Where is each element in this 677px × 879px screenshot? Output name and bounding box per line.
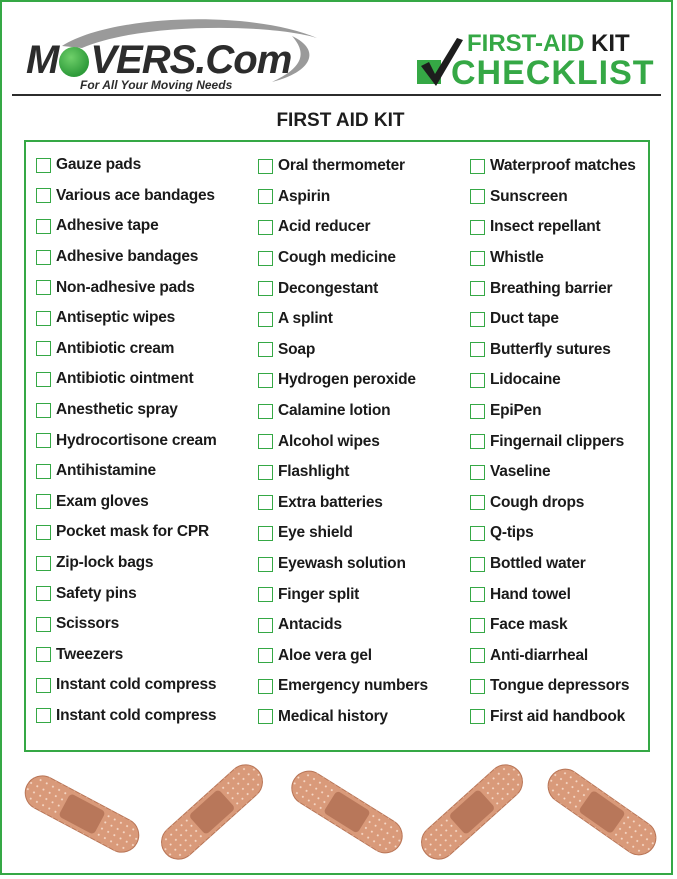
checklist-item-label: Antiseptic wipes [56, 309, 176, 327]
checklist-item[interactable] [36, 181, 217, 212]
checklist-title [417, 26, 657, 92]
checkbox-icon[interactable] [258, 189, 273, 204]
logo-domain: .Com [195, 38, 292, 82]
checklist-item-label: Soap [278, 340, 316, 358]
checklist-item[interactable] [470, 518, 636, 549]
checkbox-icon[interactable] [470, 465, 485, 480]
checklist-item-label: Antacids [278, 616, 342, 634]
checklist-item[interactable] [258, 243, 428, 274]
checklist-item[interactable] [258, 304, 428, 335]
checklist-item[interactable] [258, 549, 428, 580]
checklist-item-label: Instant cold compress [56, 706, 217, 724]
checkbox-icon[interactable] [258, 159, 273, 174]
bandage-icon [541, 763, 662, 862]
checklist-item[interactable] [36, 334, 217, 365]
checklist-item-label: Alcohol wipes [278, 432, 380, 450]
checklist-item[interactable] [258, 335, 428, 366]
checklist-item[interactable] [470, 182, 636, 213]
checkbox-icon[interactable] [36, 403, 51, 418]
checklist-item-label: Lidocaine [490, 371, 561, 389]
checklist-item-label: Medical history [278, 707, 388, 725]
logo-letters: VERS [90, 38, 196, 82]
checkbox-icon[interactable] [470, 220, 485, 235]
checklist-item-label: Non-adhesive pads [56, 278, 195, 296]
checklist-item-label: Emergency numbers [278, 677, 428, 695]
checklist-item-label: Calamine lotion [278, 402, 391, 420]
checklist-item-label: Tongue depressors [490, 677, 630, 695]
checkbox-icon[interactable] [470, 159, 485, 174]
checklist-item[interactable] [470, 426, 636, 457]
checklist-item[interactable] [470, 243, 636, 274]
checklist-item[interactable] [470, 702, 636, 733]
checkbox-icon[interactable] [36, 464, 51, 479]
checkbox-icon[interactable] [36, 433, 51, 448]
checklist-item-label: Hand towel [490, 585, 571, 603]
checkbox-icon[interactable] [258, 465, 273, 480]
checkbox-icon[interactable] [36, 678, 51, 693]
checklist-item-label: Breathing barrier [490, 279, 613, 297]
checklist-item-label: Safety pins [56, 584, 137, 602]
checkbox-icon[interactable] [258, 495, 273, 510]
checkbox-icon[interactable] [470, 189, 485, 204]
checkbox-icon[interactable] [36, 556, 51, 571]
checkbox-icon[interactable] [470, 526, 485, 541]
checklist-item-label: Scissors [56, 615, 120, 633]
title-first-aid: FIRST-AID [467, 30, 585, 57]
checklist-item-label: Insect repellant [490, 218, 601, 236]
checklist-item[interactable] [258, 365, 428, 396]
bandage-icon [415, 758, 530, 866]
checklist-item[interactable] [36, 456, 217, 487]
checkbox-icon[interactable] [36, 250, 51, 265]
checkbox-icon[interactable] [258, 709, 273, 724]
checklist-item-label: Zip-lock bags [56, 554, 154, 572]
checklist-item[interactable] [258, 518, 428, 549]
checkbox-icon[interactable] [470, 495, 485, 510]
checklist-item[interactable] [258, 457, 428, 488]
checkbox-icon[interactable] [36, 586, 51, 601]
checklist-item-label: A splint [278, 310, 333, 328]
checklist-item[interactable] [470, 488, 636, 519]
checkbox-icon[interactable] [470, 373, 485, 388]
checklist-item[interactable] [258, 579, 428, 610]
checkbox-icon[interactable] [258, 281, 273, 296]
checkbox-icon[interactable] [470, 679, 485, 694]
checkbox-icon[interactable] [36, 311, 51, 326]
checklist-item-label: Tweezers [56, 645, 124, 663]
bandage-icon [155, 758, 270, 866]
checklist-item[interactable] [36, 272, 217, 303]
bandage-icon [285, 765, 408, 860]
checkbox-icon[interactable] [258, 312, 273, 327]
bandages-illustration [12, 754, 662, 872]
checklist-item-label: Gauze pads [56, 156, 141, 174]
checklist-item[interactable] [258, 702, 428, 733]
checkbox-icon[interactable] [36, 280, 51, 295]
checkbox-icon[interactable] [258, 648, 273, 663]
checklist-item[interactable] [470, 457, 636, 488]
checklist-item-label: Antibiotic ointment [56, 370, 194, 388]
checklist-item[interactable] [36, 395, 217, 426]
checkbox-icon[interactable] [36, 341, 51, 356]
logo-letter-m: M [26, 38, 59, 82]
checklist-item-label: Extra batteries [278, 493, 383, 511]
checkbox-icon[interactable] [470, 587, 485, 602]
checkbox-icon[interactable] [36, 372, 51, 387]
checkbox-icon[interactable] [258, 404, 273, 419]
checkbox-icon[interactable] [36, 708, 51, 723]
checkbox-icon[interactable] [258, 342, 273, 357]
checkbox-icon[interactable] [258, 618, 273, 633]
checkbox-icon[interactable] [258, 557, 273, 572]
checklist-item-label: Cough drops [490, 493, 585, 511]
checkbox-icon[interactable] [470, 557, 485, 572]
checklist-item[interactable] [258, 396, 428, 427]
checklist-item[interactable] [470, 579, 636, 610]
checkbox-icon[interactable] [470, 281, 485, 296]
checklist-item[interactable] [470, 212, 636, 243]
checklist-item-label: Butterfly sutures [490, 340, 611, 358]
checklist-item[interactable] [258, 641, 428, 672]
checklist-item-label: Oral thermometer [278, 157, 405, 175]
checklist-item[interactable] [36, 303, 217, 334]
checklist-item[interactable] [258, 212, 428, 243]
checklist-item[interactable] [258, 671, 428, 702]
header [2, 2, 671, 94]
checklist-item-label: Anti-diarrheal [490, 646, 588, 664]
checklist-item[interactable] [36, 578, 217, 609]
checklist-item[interactable] [258, 610, 428, 641]
checklist-item[interactable] [36, 425, 217, 456]
checklist-item-label: Antibiotic cream [56, 339, 175, 357]
checkbox-icon[interactable] [36, 158, 51, 173]
checkbox-icon[interactable] [258, 373, 273, 388]
checkbox-icon[interactable] [470, 251, 485, 266]
checklist-item-label: Various ace bandages [56, 186, 215, 204]
checklist-item[interactable] [470, 396, 636, 427]
checklist-item[interactable] [258, 273, 428, 304]
checklist-item-label: Cough medicine [278, 249, 396, 267]
checklist-item-label: Waterproof matches [490, 157, 636, 175]
checklist-item-label: Flashlight [278, 463, 350, 481]
movers-logo[interactable] [22, 16, 322, 92]
checklist-item-label: Bottled water [490, 555, 586, 573]
checklist-item-label: Antihistamine [56, 462, 156, 480]
header-divider [12, 94, 661, 96]
title-checklist: CHECKLIST [451, 54, 655, 92]
checklist-item-label: Acid reducer [278, 218, 371, 236]
checkbox-icon[interactable] [470, 709, 485, 724]
checklist-item[interactable] [258, 426, 428, 457]
checklist-item[interactable] [36, 211, 217, 242]
checkbox-icon[interactable] [258, 251, 273, 266]
checkbox-icon[interactable] [36, 647, 51, 662]
checklist-item-label: Hydrocortisone cream [56, 431, 217, 449]
logo-wordmark [26, 40, 291, 80]
checklist-item-label: Adhesive bandages [56, 248, 199, 266]
checklist-item[interactable] [36, 701, 217, 732]
checklist-item[interactable] [470, 610, 636, 641]
checkbox-icon[interactable] [258, 679, 273, 694]
checkbox-icon[interactable] [258, 434, 273, 449]
checkbox-icon[interactable] [36, 525, 51, 540]
section-title: FIRST AID KIT [276, 110, 405, 131]
checklist-item-label: Exam gloves [56, 492, 149, 510]
checklist-item-label: EpiPen [490, 402, 542, 420]
checklist-item[interactable] [470, 151, 636, 182]
checklist-item[interactable] [36, 364, 217, 395]
checkbox-icon[interactable] [470, 312, 485, 327]
checklist-item-label: Vaseline [490, 463, 551, 481]
checklist-column-2 [258, 151, 428, 732]
globe-icon [59, 47, 89, 77]
checklist-item-label: Fingernail clippers [490, 432, 625, 450]
checklist-item-label: Finger split [278, 585, 360, 603]
checklist-item-label: Eyewash solution [278, 555, 406, 573]
checkbox-icon[interactable] [470, 342, 485, 357]
checklist-item-label: Pocket mask for CPR [56, 523, 209, 541]
checkbox-icon[interactable] [258, 587, 273, 602]
checklist-item-label: Whistle [490, 249, 544, 267]
checkbox-icon[interactable] [470, 618, 485, 633]
checkbox-icon[interactable] [470, 434, 485, 449]
checkbox-icon[interactable] [258, 526, 273, 541]
checklist-item[interactable] [36, 242, 217, 273]
checkbox-icon[interactable] [470, 404, 485, 419]
checkbox-icon[interactable] [36, 617, 51, 632]
checklist-item[interactable] [36, 640, 217, 671]
checklist-item[interactable] [258, 151, 428, 182]
checklist-item[interactable] [36, 150, 217, 181]
checklist-item-label: Aspirin [278, 187, 330, 205]
checklist-item-label: Face mask [490, 616, 568, 634]
checkbox-icon[interactable] [36, 219, 51, 234]
checkbox-icon[interactable] [36, 494, 51, 509]
checklist-item[interactable] [258, 182, 428, 213]
checklist-item[interactable] [470, 304, 636, 335]
checklist-item[interactable] [470, 641, 636, 672]
checklist-item-label: Duct tape [490, 310, 559, 328]
checklist-item-label: Anesthetic spray [56, 401, 178, 419]
checkbox-icon[interactable] [470, 648, 485, 663]
checklist-item-label: Eye shield [278, 524, 353, 542]
checkbox-icon[interactable] [36, 188, 51, 203]
checklist-column-1 [36, 150, 217, 731]
checklist-item-label: Hydrogen peroxide [278, 371, 416, 389]
checklist-item[interactable] [470, 365, 636, 396]
title-first-aid-kit [467, 32, 630, 56]
checklist-item[interactable] [36, 487, 217, 518]
checkbox-icon[interactable] [258, 220, 273, 235]
checklist-item[interactable] [36, 517, 217, 548]
checklist-box [24, 140, 650, 752]
checklist-item[interactable] [470, 671, 636, 702]
checklist-item-label: First aid handbook [490, 707, 626, 725]
logo-tagline: For All Your Moving Needs [80, 78, 233, 92]
title-kit: KIT [591, 30, 630, 57]
checklist-column-3 [470, 151, 636, 732]
checklist-item[interactable] [470, 335, 636, 366]
checklist-item-label: Sunscreen [490, 187, 568, 205]
checklist-item[interactable] [258, 488, 428, 519]
bandage-icon [19, 770, 144, 858]
checklist-item-label: Aloe vera gel [278, 646, 372, 664]
checklist-item[interactable] [470, 273, 636, 304]
checklist-item[interactable] [36, 548, 217, 579]
checklist-item-label: Instant cold compress [56, 676, 217, 694]
checklist-item-label: Adhesive tape [56, 217, 159, 235]
checklist-item-label: Q-tips [490, 524, 534, 542]
checklist-item[interactable] [36, 609, 217, 640]
checklist-item[interactable] [36, 670, 217, 701]
checklist-item[interactable] [470, 549, 636, 580]
checklist-item-label: Decongestant [278, 279, 379, 297]
